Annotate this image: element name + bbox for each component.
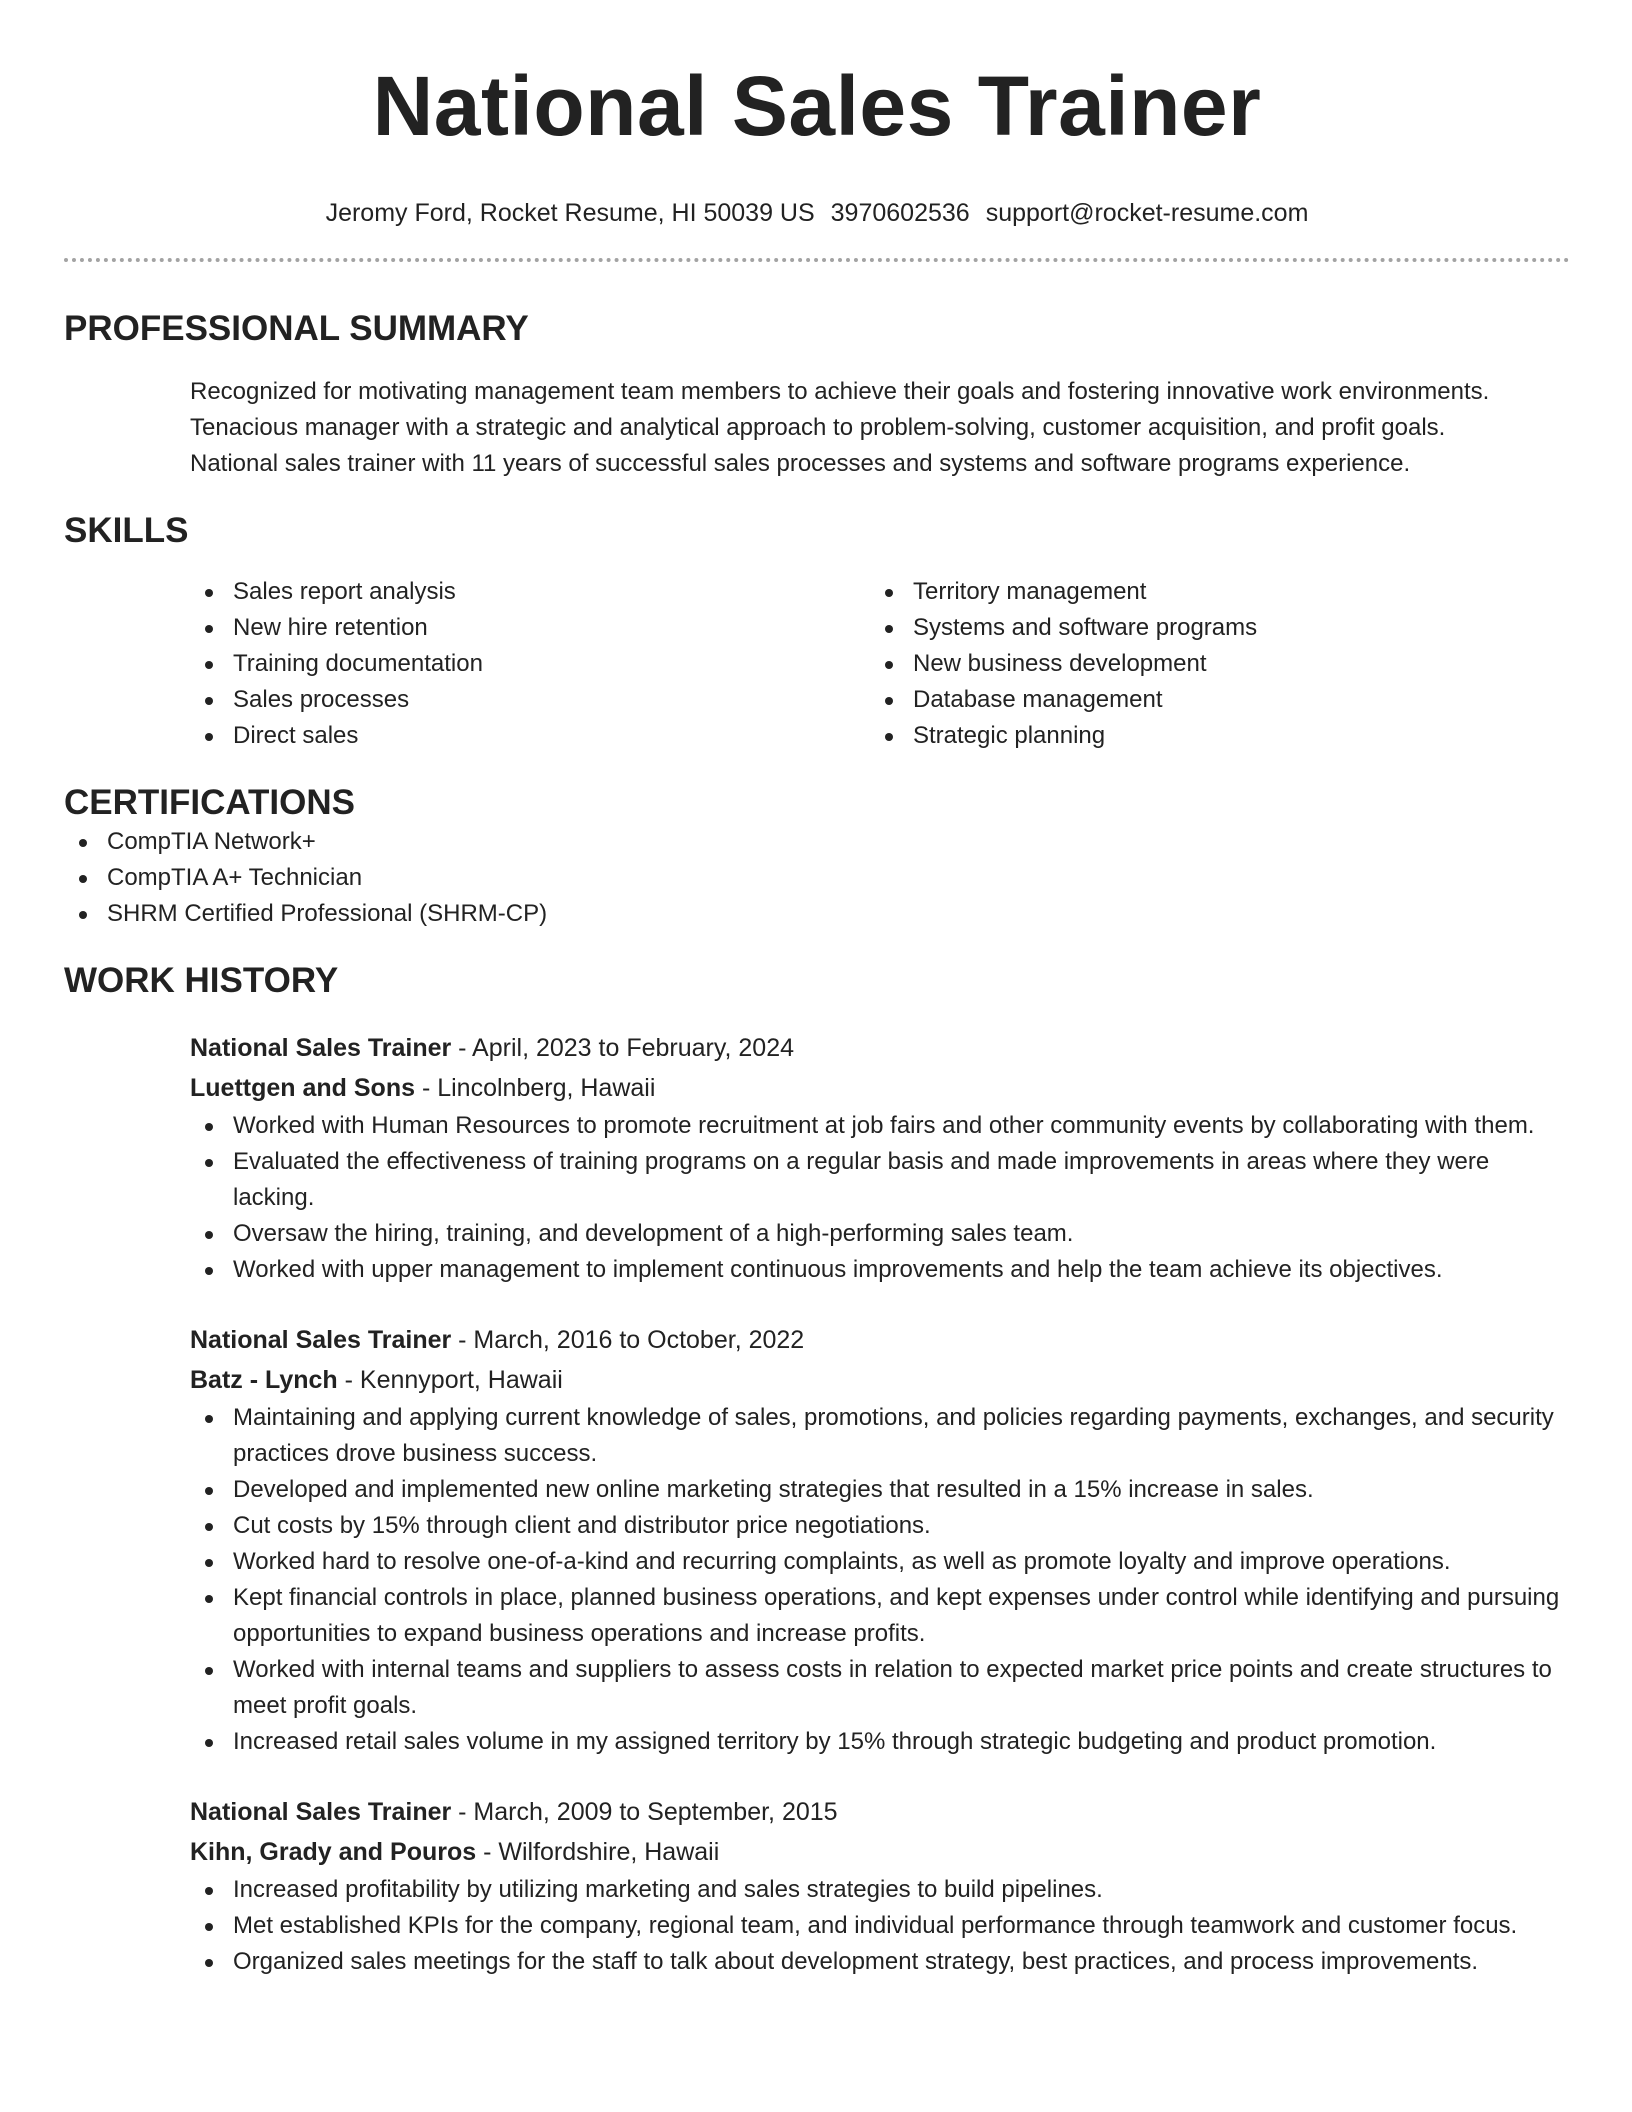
- job-company-line: [190, 1068, 1570, 1108]
- skill-item: [190, 610, 870, 646]
- skill-item: [870, 718, 1560, 754]
- skill-item: [190, 718, 870, 754]
- certification-label: CompTIA Network+: [107, 828, 316, 855]
- job-duty-text: Developed and implemented new online marketing strategies that resulted in a 15% increase in sales.: [233, 1476, 1314, 1503]
- job-duty-item: [190, 1908, 1570, 1944]
- job-duty-text: Evaluated the effectiveness of training programs on a regular basis and made improvements in areas where they were lacking.: [233, 1148, 1490, 1211]
- skills-list: [190, 574, 1570, 754]
- skill-label: Database management: [913, 686, 1163, 713]
- skill-label: New hire retention: [233, 614, 428, 641]
- job-company: Batz - Lynch: [190, 1366, 338, 1394]
- job-duty-item: [190, 1872, 1570, 1908]
- job-entry: [190, 1320, 1570, 1760]
- job-entry: [190, 1028, 1570, 1288]
- contact-info: [64, 198, 1570, 228]
- skill-item: [190, 646, 870, 682]
- bullet-icon: [205, 1487, 213, 1495]
- bullet-icon: [205, 697, 213, 705]
- bullet-icon: [205, 1887, 213, 1895]
- job-duty-item: [190, 1652, 1570, 1724]
- job-role: National Sales Trainer: [190, 1034, 452, 1062]
- job-dates: - March, 2016 to October, 2022: [451, 1326, 805, 1354]
- job-company-line: [190, 1832, 1570, 1872]
- resume-page: [64, 0, 1570, 1980]
- section-title-certifications: CERTIFICATIONS: [64, 783, 356, 822]
- skill-label: Strategic planning: [913, 722, 1106, 749]
- bullet-icon: [205, 1159, 213, 1167]
- certification-item: [64, 824, 1570, 860]
- bullet-icon: [79, 875, 87, 883]
- job-role: National Sales Trainer: [190, 1798, 452, 1826]
- job-duty-text: Worked hard to resolve one-of-a-kind and recurring complaints, as well as promote loyalty and improve operations.: [233, 1548, 1451, 1575]
- job-duty-item: [190, 1216, 1570, 1252]
- certification-item: [64, 896, 1570, 932]
- bullet-icon: [205, 1959, 213, 1967]
- job-duty-text: Met established KPIs for the company, regional team, and individual performance through teamwork and customer focus.: [233, 1912, 1518, 1939]
- job-title-line: [190, 1792, 1570, 1832]
- job-duties-list: [190, 1108, 1570, 1288]
- job-company: Luettgen and Sons: [190, 1074, 415, 1102]
- job-company: Kihn, Grady and Pouros: [190, 1838, 477, 1866]
- skill-label: Systems and software programs: [913, 614, 1258, 641]
- bullet-icon: [885, 697, 893, 705]
- job-duty-text: Worked with upper management to implement continuous improvements and help the team achieve its objectives.: [233, 1256, 1443, 1283]
- job-duty-item: [190, 1144, 1570, 1216]
- bullet-icon: [205, 1267, 213, 1275]
- job-duty-text: Worked with Human Resources to promote recruitment at job fairs and other community events by collaborating with them.: [233, 1112, 1535, 1139]
- summary-text: [190, 374, 1562, 482]
- bullet-icon: [205, 1523, 213, 1531]
- bullet-icon: [205, 1559, 213, 1567]
- section-title-summary: PROFESSIONAL SUMMARY: [64, 309, 529, 348]
- job-duty-text: Worked with internal teams and suppliers to assess costs in relation to expected market price points and create structures to meet profit goals.: [233, 1656, 1552, 1719]
- skill-item: [870, 646, 1560, 682]
- job-location: - Wilfordshire, Hawaii: [476, 1838, 720, 1866]
- skill-label: Training documentation: [233, 650, 483, 677]
- job-duty-item: [190, 1252, 1570, 1288]
- job-duty-text: Increased retail sales volume in my assigned territory by 15% through strategic budgeting and product promotion.: [233, 1728, 1437, 1755]
- job-duty-item: [190, 1400, 1570, 1472]
- skill-item: [870, 610, 1560, 646]
- job-duty-item: [190, 1472, 1570, 1508]
- contact-address: Jeromy Ford, Rocket Resume, HI 50039 US: [325, 199, 815, 227]
- job-dates: - March, 2009 to September, 2015: [451, 1798, 838, 1826]
- job-duty-text: Maintaining and applying current knowledge of sales, promotions, and policies regarding payments, exchanges, and security practices drove business success.: [233, 1404, 1554, 1467]
- job-title-line: [190, 1320, 1570, 1360]
- certification-label: CompTIA A+ Technician: [107, 864, 363, 891]
- skill-item: [870, 682, 1560, 718]
- skills-column-right: [870, 574, 1560, 754]
- summary-line: Recognized for motivating management team members to achieve their goals and fostering innovative work environments.: [190, 378, 1490, 405]
- contact-email: support@rocket-resume.com: [985, 199, 1309, 227]
- job-duty-item: [190, 1108, 1570, 1144]
- contact-phone: 3970602536: [830, 199, 970, 227]
- bullet-icon: [205, 1923, 213, 1931]
- job-duty-text: Organized sales meetings for the staff to talk about development strategy, best practices, and process improvements.: [233, 1948, 1479, 1975]
- bullet-icon: [79, 911, 87, 919]
- bullet-icon: [885, 589, 893, 597]
- bullet-icon: [205, 1595, 213, 1603]
- job-duty-item: [190, 1508, 1570, 1544]
- bullet-icon: [885, 733, 893, 741]
- bullet-icon: [205, 1231, 213, 1239]
- resume-name: National Sales Trainer: [372, 59, 1262, 153]
- skill-item: [190, 682, 870, 718]
- bullet-icon: [205, 625, 213, 633]
- job-duty-text: Kept financial controls in place, planned business operations, and kept expenses under control while identifying and pursuing opportunities to expand business operations and increase profits.: [233, 1584, 1560, 1647]
- job-role: National Sales Trainer: [190, 1326, 452, 1354]
- job-company-line: [190, 1360, 1570, 1400]
- job-duty-item: [190, 1544, 1570, 1580]
- skills-column-left: [190, 574, 870, 754]
- job-duty-text: Oversaw the hiring, training, and development of a high-performing sales team.: [233, 1220, 1074, 1247]
- bullet-icon: [205, 589, 213, 597]
- skill-item: [870, 574, 1560, 610]
- job-title-line: [190, 1028, 1570, 1068]
- job-duties-list: [190, 1872, 1570, 1980]
- job-duty-item: [190, 1580, 1570, 1652]
- job-entry: [190, 1792, 1570, 1980]
- job-dates: - April, 2023 to February, 2024: [451, 1034, 795, 1062]
- job-duty-text: Cut costs by 15% through client and distributor price negotiations.: [233, 1512, 931, 1539]
- bullet-icon: [885, 625, 893, 633]
- section-title-work-history: WORK HISTORY: [64, 961, 339, 1000]
- section-title-skills: SKILLS: [64, 511, 189, 550]
- summary-line: National sales trainer with 11 years of successful sales processes and systems and software programs experience.: [190, 450, 1411, 477]
- bullet-icon: [205, 1667, 213, 1675]
- bullet-icon: [205, 1739, 213, 1747]
- certification-label: SHRM Certified Professional (SHRM-CP): [107, 900, 548, 927]
- bullet-icon: [205, 661, 213, 669]
- bullet-icon: [205, 733, 213, 741]
- job-location: - Lincolnberg, Hawaii: [415, 1074, 656, 1102]
- bullet-icon: [205, 1415, 213, 1423]
- bullet-icon: [205, 1123, 213, 1131]
- certification-item: [64, 860, 1570, 896]
- job-duty-item: [190, 1724, 1570, 1760]
- skill-label: Territory management: [913, 578, 1147, 605]
- skill-label: Sales report analysis: [233, 578, 456, 605]
- bullet-icon: [885, 661, 893, 669]
- skill-label: New business development: [913, 650, 1207, 677]
- job-duties-list: [190, 1400, 1570, 1760]
- skill-label: Sales processes: [233, 686, 410, 713]
- bullet-icon: [79, 839, 87, 847]
- job-location: - Kennyport, Hawaii: [337, 1366, 563, 1394]
- skill-label: Direct sales: [233, 722, 359, 749]
- certifications-list: [64, 824, 1570, 932]
- job-duty-item: [190, 1944, 1570, 1980]
- summary-line: Tenacious manager with a strategic and analytical approach to problem-solving, customer acquisition, and profit goals.: [190, 414, 1446, 441]
- job-duty-text: Increased profitability by utilizing marketing and sales strategies to build pipelines.: [233, 1876, 1103, 1903]
- header-divider: [64, 258, 1570, 262]
- skill-item: [190, 574, 870, 610]
